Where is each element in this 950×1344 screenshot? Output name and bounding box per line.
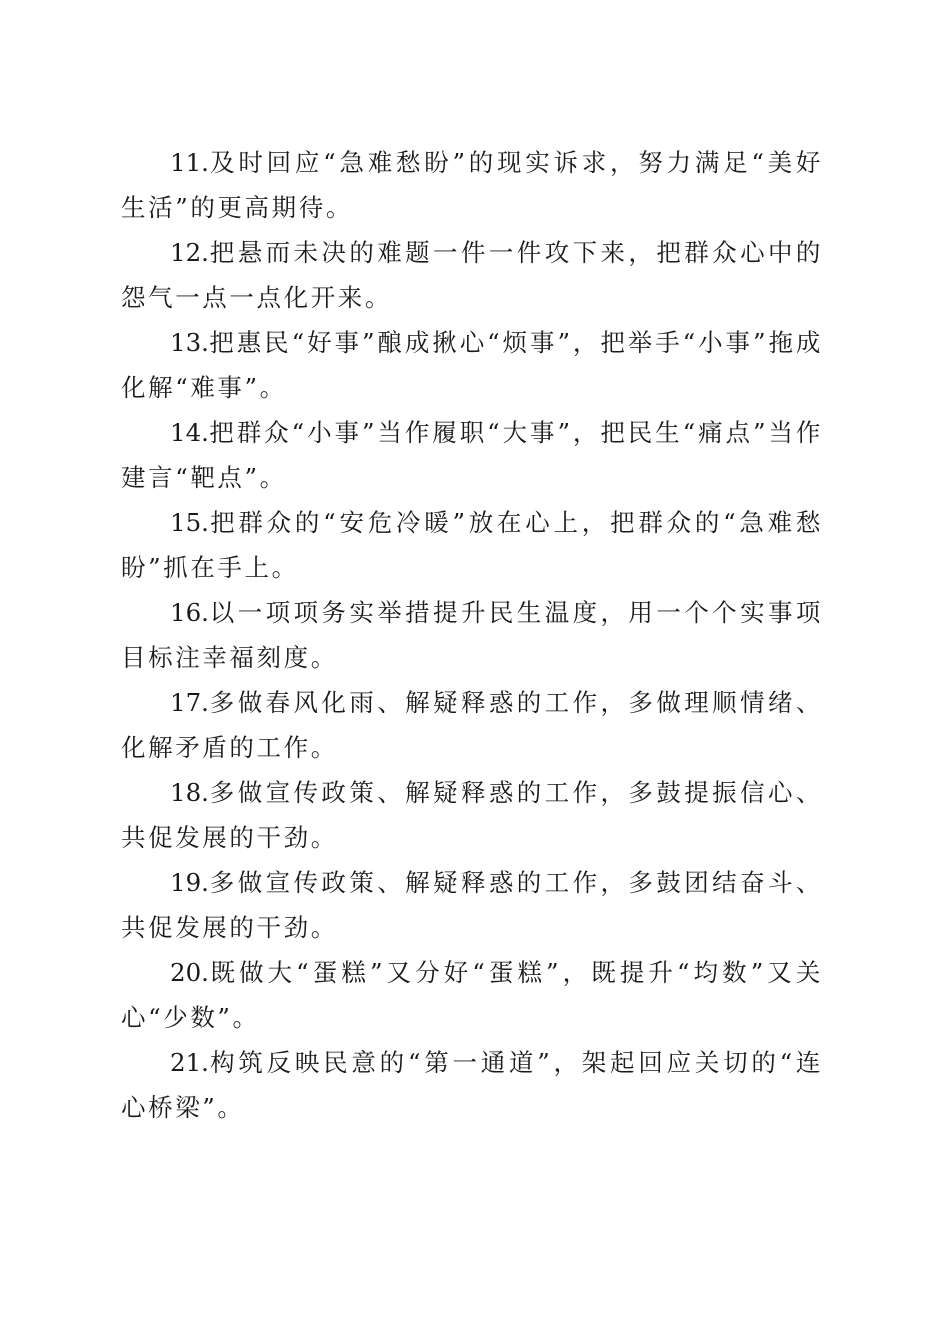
item-number: 15. xyxy=(170,508,209,537)
list-item xyxy=(121,500,823,590)
item-text: 既做大“蛋糕”又分好“蛋糕”，既提升“均数”又关心“少数”。 xyxy=(121,958,823,1032)
list-item xyxy=(121,770,823,860)
list-item xyxy=(121,1040,823,1130)
list-item xyxy=(121,950,823,1040)
item-text: 多做宣传政策、解疑释惑的工作，多鼓提振信心、共促发展的干劲。 xyxy=(121,778,823,852)
item-text: 及时回应“急难愁盼”的现实诉求，努力满足“美好生活”的更高期待。 xyxy=(121,148,823,222)
item-number: 13. xyxy=(170,328,209,357)
item-text: 以一项项务实举措提升民生温度，用一个个实事项目标注幸福刻度。 xyxy=(121,598,823,672)
item-text: 多做春风化雨、解疑释惑的工作，多做理顺情绪、化解矛盾的工作。 xyxy=(121,688,823,762)
document-body xyxy=(121,140,823,1130)
item-number: 17. xyxy=(170,688,209,717)
list-item xyxy=(121,680,823,770)
item-number: 11. xyxy=(170,148,209,177)
list-item xyxy=(121,410,823,500)
item-number: 20. xyxy=(170,958,209,987)
item-text: 构筑反映民意的“第一通道”，架起回应关切的“连心桥梁”。 xyxy=(121,1048,823,1122)
item-number: 16. xyxy=(170,598,209,627)
list-item xyxy=(121,590,823,680)
item-text: 把群众的“安危冷暖”放在心上，把群众的“急难愁盼”抓在手上。 xyxy=(121,508,823,582)
item-number: 21. xyxy=(170,1048,209,1077)
item-number: 14. xyxy=(170,418,209,447)
list-item xyxy=(121,860,823,950)
list-item xyxy=(121,320,823,410)
list-item xyxy=(121,140,823,230)
item-text: 把惠民“好事”酿成揪心“烦事”，把举手“小事”拖成化解“难事”。 xyxy=(121,328,823,402)
list-item xyxy=(121,230,823,320)
item-number: 19. xyxy=(170,868,209,897)
item-number: 18. xyxy=(170,778,209,807)
item-text: 把群众“小事”当作履职“大事”，把民生“痛点”当作建言“靶点”。 xyxy=(121,418,823,492)
item-number: 12. xyxy=(170,238,209,267)
item-text: 把悬而未决的难题一件一件攻下来，把群众心中的怨气一点一点化开来。 xyxy=(121,238,823,312)
item-text: 多做宣传政策、解疑释惑的工作，多鼓团结奋斗、共促发展的干劲。 xyxy=(121,868,823,942)
